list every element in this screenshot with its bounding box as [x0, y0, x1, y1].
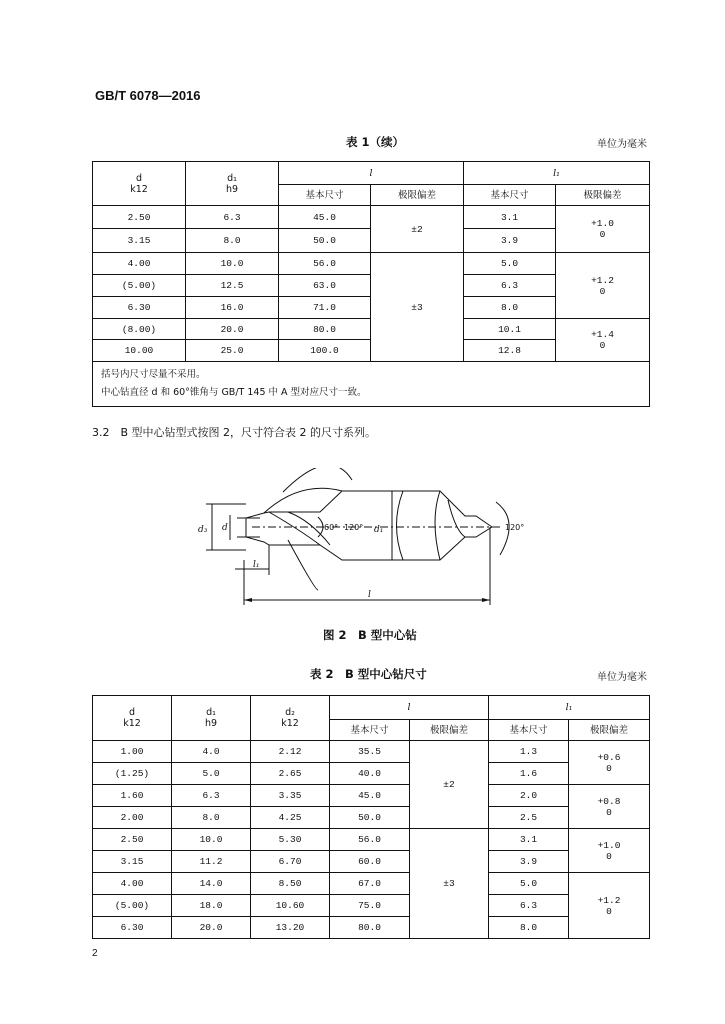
- table1-note: 括号内尺寸尽量不采用。: [101, 369, 206, 380]
- table-cell: 2.0: [489, 785, 569, 807]
- table-cell: 75.0: [330, 895, 410, 917]
- table-cell: 56.0: [330, 829, 410, 851]
- table-cell: 2.5: [489, 807, 569, 829]
- table-cell: 35.5: [330, 741, 410, 763]
- flute-curve: [264, 488, 342, 513]
- fig-label-d3: d₃: [198, 525, 208, 535]
- table-cell: 71.0: [279, 297, 371, 319]
- table1-notes: [93, 362, 650, 407]
- table1-caption: 表 1（续）: [346, 135, 405, 149]
- table-cell: 5.0: [464, 253, 556, 275]
- table1-note: 中心钻直径 d 和 60°锥角与 GB/T 145 中 A 型对应尺寸一致。: [101, 387, 367, 398]
- table-cell: 6.30: [93, 297, 186, 319]
- table1-head-l1-tol: 极限偏差: [556, 185, 650, 206]
- fig-label-l1: l₁: [253, 560, 260, 570]
- table-cell: 100.0: [279, 340, 371, 362]
- table-cell: 3.35: [251, 785, 330, 807]
- table-cell: 6.30: [93, 917, 172, 939]
- table2-caption: 表 2 B 型中心钻尺寸: [310, 667, 427, 681]
- table-cell: 12.5: [186, 275, 279, 297]
- table-cell: 3.1: [464, 206, 556, 229]
- table1: [92, 161, 650, 407]
- tolerance-cell: ±3: [410, 829, 489, 939]
- table-cell: 13.20: [251, 917, 330, 939]
- tolerance-cell: +1.2 0: [569, 873, 650, 939]
- table-cell: 14.0: [172, 873, 251, 895]
- table1-head-l: l: [279, 162, 464, 185]
- fig-label-120deg-tip: 120°: [505, 523, 525, 532]
- table1-head-l-basic: 基本尺寸: [279, 185, 371, 206]
- table1-head-l-tol: 极限偏差: [371, 185, 464, 206]
- page-number: 2: [92, 948, 98, 959]
- fig-label-l: l: [368, 590, 371, 600]
- table1-head-d: d k12: [93, 162, 186, 206]
- table2-head-l1-tol: 极限偏差: [569, 720, 650, 741]
- table-cell: 45.0: [279, 206, 371, 229]
- flute-curve: [269, 491, 465, 560]
- table1-head-l1: l₁: [464, 162, 650, 185]
- table2-head-l-basic: 基本尺寸: [330, 720, 410, 741]
- table-cell: 4.00: [93, 253, 186, 275]
- table-cell: 8.50: [251, 873, 330, 895]
- table-cell: 20.0: [186, 319, 279, 340]
- table-cell: (8.00): [93, 319, 186, 340]
- table-cell: 8.0: [489, 917, 569, 939]
- table-cell: 2.50: [93, 206, 186, 229]
- table-cell: 2.00: [93, 807, 172, 829]
- drill-shank-top: [403, 491, 492, 527]
- table-cell: 8.0: [464, 297, 556, 319]
- center-drill-drawing: [195, 468, 535, 608]
- tolerance-cell: +1.2 0: [556, 253, 650, 319]
- tolerance-cell: ±2: [371, 206, 464, 253]
- table-cell: 80.0: [279, 319, 371, 340]
- table-cell: 45.0: [330, 785, 410, 807]
- tolerance-cell: +1.4 0: [556, 319, 650, 362]
- table1-head-d1: d₁ h9: [186, 162, 279, 206]
- table-cell: 1.6: [489, 763, 569, 785]
- table-cell: 5.30: [251, 829, 330, 851]
- table-cell: 6.70: [251, 851, 330, 873]
- table2-head-d: d k12: [93, 696, 172, 741]
- table-cell: 80.0: [330, 917, 410, 939]
- table-cell: 10.1: [464, 319, 556, 340]
- table-cell: 6.3: [172, 785, 251, 807]
- table-cell: 10.0: [186, 253, 279, 275]
- table-cell: 10.00: [93, 340, 186, 362]
- document-header: GB/T 6078—2016: [95, 88, 201, 103]
- fig-label-d: d: [222, 523, 228, 533]
- table-cell: 67.0: [330, 873, 410, 895]
- table-cell: 3.15: [93, 851, 172, 873]
- table-cell: 5.0: [489, 873, 569, 895]
- figure2-caption: 图 2 B 型中心钻: [323, 628, 417, 642]
- table-cell: 5.0: [172, 763, 251, 785]
- table-cell: 3.9: [489, 851, 569, 873]
- fig-label-d1: d₁: [374, 525, 384, 535]
- tolerance-cell: +0.6 0: [569, 741, 650, 785]
- table-cell: 4.0: [172, 741, 251, 763]
- table-cell: 2.12: [251, 741, 330, 763]
- table-cell: (5.00): [93, 275, 186, 297]
- table-cell: 6.3: [464, 275, 556, 297]
- table-cell: 11.2: [172, 851, 251, 873]
- table-cell: 2.50: [93, 829, 172, 851]
- drill-outline-top: [246, 491, 403, 527]
- table-cell: 16.0: [186, 297, 279, 319]
- tolerance-cell: +0.8 0: [569, 785, 650, 829]
- table-cell: 4.00: [93, 873, 172, 895]
- table-cell: 4.25: [251, 807, 330, 829]
- table-cell: 56.0: [279, 253, 371, 275]
- table2-unit: 单位为毫米: [597, 672, 647, 683]
- table-cell: 60.0: [330, 851, 410, 873]
- fig-label-120deg: 120°: [344, 523, 364, 532]
- table-cell: 3.1: [489, 829, 569, 851]
- table-cell: 1.60: [93, 785, 172, 807]
- table-cell: (5.00): [93, 895, 172, 917]
- table1-head-l1-basic: 基本尺寸: [464, 185, 556, 206]
- table-cell: 40.0: [330, 763, 410, 785]
- table-cell: 6.3: [489, 895, 569, 917]
- table1-unit: 单位为毫米: [597, 139, 647, 150]
- tolerance-cell: ±2: [410, 741, 489, 829]
- table-cell: 50.0: [330, 807, 410, 829]
- table-cell: 20.0: [172, 917, 251, 939]
- table2-head-l: l: [330, 696, 489, 720]
- arrow-head: [482, 598, 490, 602]
- table2-head-l-tol: 极限偏差: [410, 720, 489, 741]
- table2-head-l1-basic: 基本尺寸: [489, 720, 569, 741]
- table-cell: 1.00: [93, 741, 172, 763]
- tolerance-cell: ±3: [371, 253, 464, 362]
- drill-shank-bottom: [403, 527, 492, 560]
- angle-arc: [288, 540, 318, 590]
- table-cell: 1.3: [489, 741, 569, 763]
- fig-label-60deg: 60°: [324, 523, 339, 532]
- table-cell: 12.8: [464, 340, 556, 362]
- table-cell: 3.9: [464, 229, 556, 253]
- table-cell: 50.0: [279, 229, 371, 253]
- table-cell: 8.0: [172, 807, 251, 829]
- table2-head-d1: d₁ h9: [172, 696, 251, 741]
- arrow-head: [244, 598, 252, 602]
- table-cell: (1.25): [93, 763, 172, 785]
- tolerance-cell: +1.0 0: [556, 206, 650, 253]
- table-cell: 3.15: [93, 229, 186, 253]
- table-cell: 10.0: [172, 829, 251, 851]
- table-cell: 6.3: [186, 206, 279, 229]
- tolerance-cell: +1.0 0: [569, 829, 650, 873]
- table-cell: 18.0: [172, 895, 251, 917]
- table2: [92, 695, 650, 939]
- table-cell: 10.60: [251, 895, 330, 917]
- table2-head-d2: d₂ k12: [251, 696, 330, 741]
- section-paragraph: 3.2 B 型中心钻型式按图 2，尺寸符合表 2 的尺寸系列。: [92, 426, 377, 439]
- table-cell: 63.0: [279, 275, 371, 297]
- table-cell: 8.0: [186, 229, 279, 253]
- table-cell: 2.65: [251, 763, 330, 785]
- table2-head-l1: l₁: [489, 696, 650, 720]
- table-cell: 25.0: [186, 340, 279, 362]
